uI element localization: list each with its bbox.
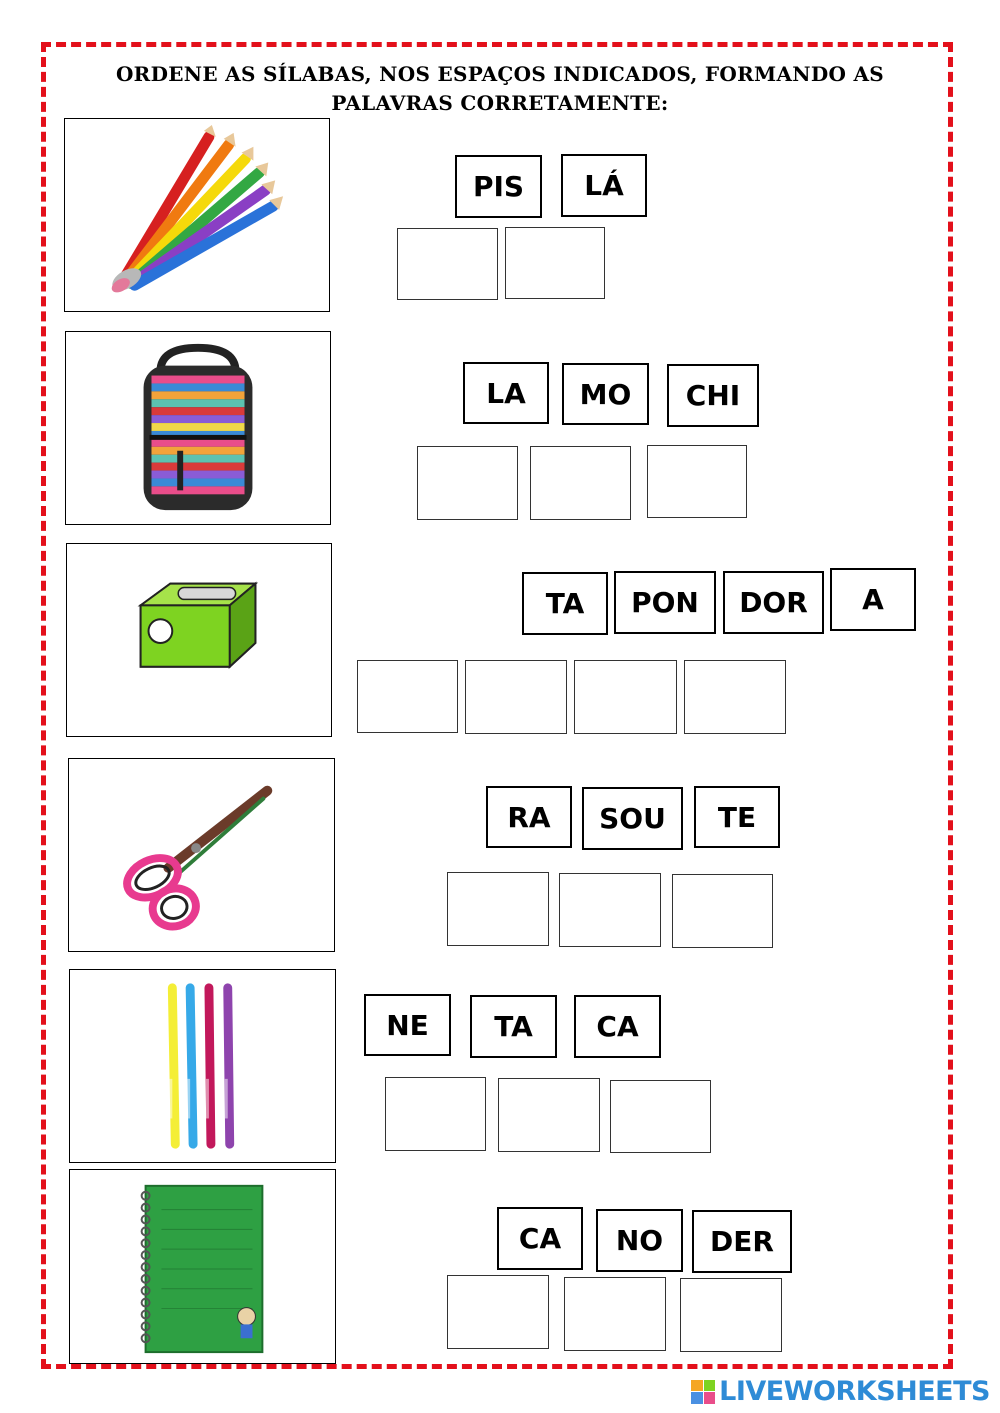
answer-slot[interactable] [672, 874, 773, 948]
pens-image [69, 969, 336, 1163]
answer-slot[interactable] [417, 446, 518, 520]
syllable-tile[interactable]: LÁ [561, 154, 647, 217]
liveworksheets-logo-icon [691, 1380, 715, 1404]
answer-slot[interactable] [505, 227, 605, 299]
syllable-tile[interactable]: TE [694, 786, 780, 848]
syllable-tile[interactable]: A [830, 568, 916, 631]
answer-slot[interactable] [447, 872, 549, 946]
answer-slot[interactable] [498, 1078, 600, 1152]
answer-slot[interactable] [610, 1080, 711, 1153]
answer-slot[interactable] [564, 1277, 666, 1351]
answer-slot[interactable] [680, 1278, 782, 1352]
syllable-tile[interactable]: NE [364, 994, 451, 1056]
answer-slot[interactable] [530, 446, 631, 520]
instructions-title [60, 60, 940, 118]
notebook-image [69, 1169, 336, 1364]
syllable-tile[interactable]: TA [470, 995, 557, 1058]
answer-slot[interactable] [447, 1275, 549, 1349]
syllable-tile[interactable]: PIS [455, 155, 542, 218]
scissors-image [68, 758, 335, 952]
instructions-line-1: ORDENE AS SÍLABAS, NOS ESPAÇOS INDICADOS, FORMANDO AS [115, 62, 885, 86]
answer-slot[interactable] [647, 445, 747, 518]
liveworksheets-brand[interactable] [691, 1376, 990, 1407]
syllable-tile[interactable]: CA [574, 995, 661, 1058]
colored-pencils-image [64, 118, 330, 312]
syllable-tile[interactable]: NO [596, 1209, 683, 1272]
syllable-tile[interactable]: MO [562, 363, 649, 425]
backpack-image [65, 331, 331, 525]
answer-slot[interactable] [465, 660, 567, 734]
syllable-tile[interactable]: PON [614, 571, 716, 634]
answer-slot[interactable] [684, 660, 786, 734]
answer-slot[interactable] [357, 660, 458, 733]
syllable-tile[interactable]: LA [463, 362, 549, 424]
instructions-line-2: PALAVRAS CORRETAMENTE: [331, 91, 669, 115]
syllable-tile[interactable]: DOR [723, 571, 824, 634]
answer-slot[interactable] [397, 228, 498, 300]
syllable-tile[interactable]: CHI [667, 364, 759, 427]
syllable-tile[interactable]: RA [486, 786, 572, 848]
syllable-tile[interactable]: TA [522, 572, 608, 635]
answer-slot[interactable] [559, 873, 661, 947]
syllable-tile[interactable]: SOU [582, 787, 683, 850]
syllable-tile[interactable]: CA [497, 1207, 583, 1270]
pencil-sharpener-image [66, 543, 332, 737]
answer-slot[interactable] [385, 1077, 486, 1151]
syllable-tile[interactable]: DER [692, 1210, 792, 1273]
brand-name: LIVEWORKSHEETS [719, 1376, 990, 1407]
answer-slot[interactable] [574, 660, 677, 734]
